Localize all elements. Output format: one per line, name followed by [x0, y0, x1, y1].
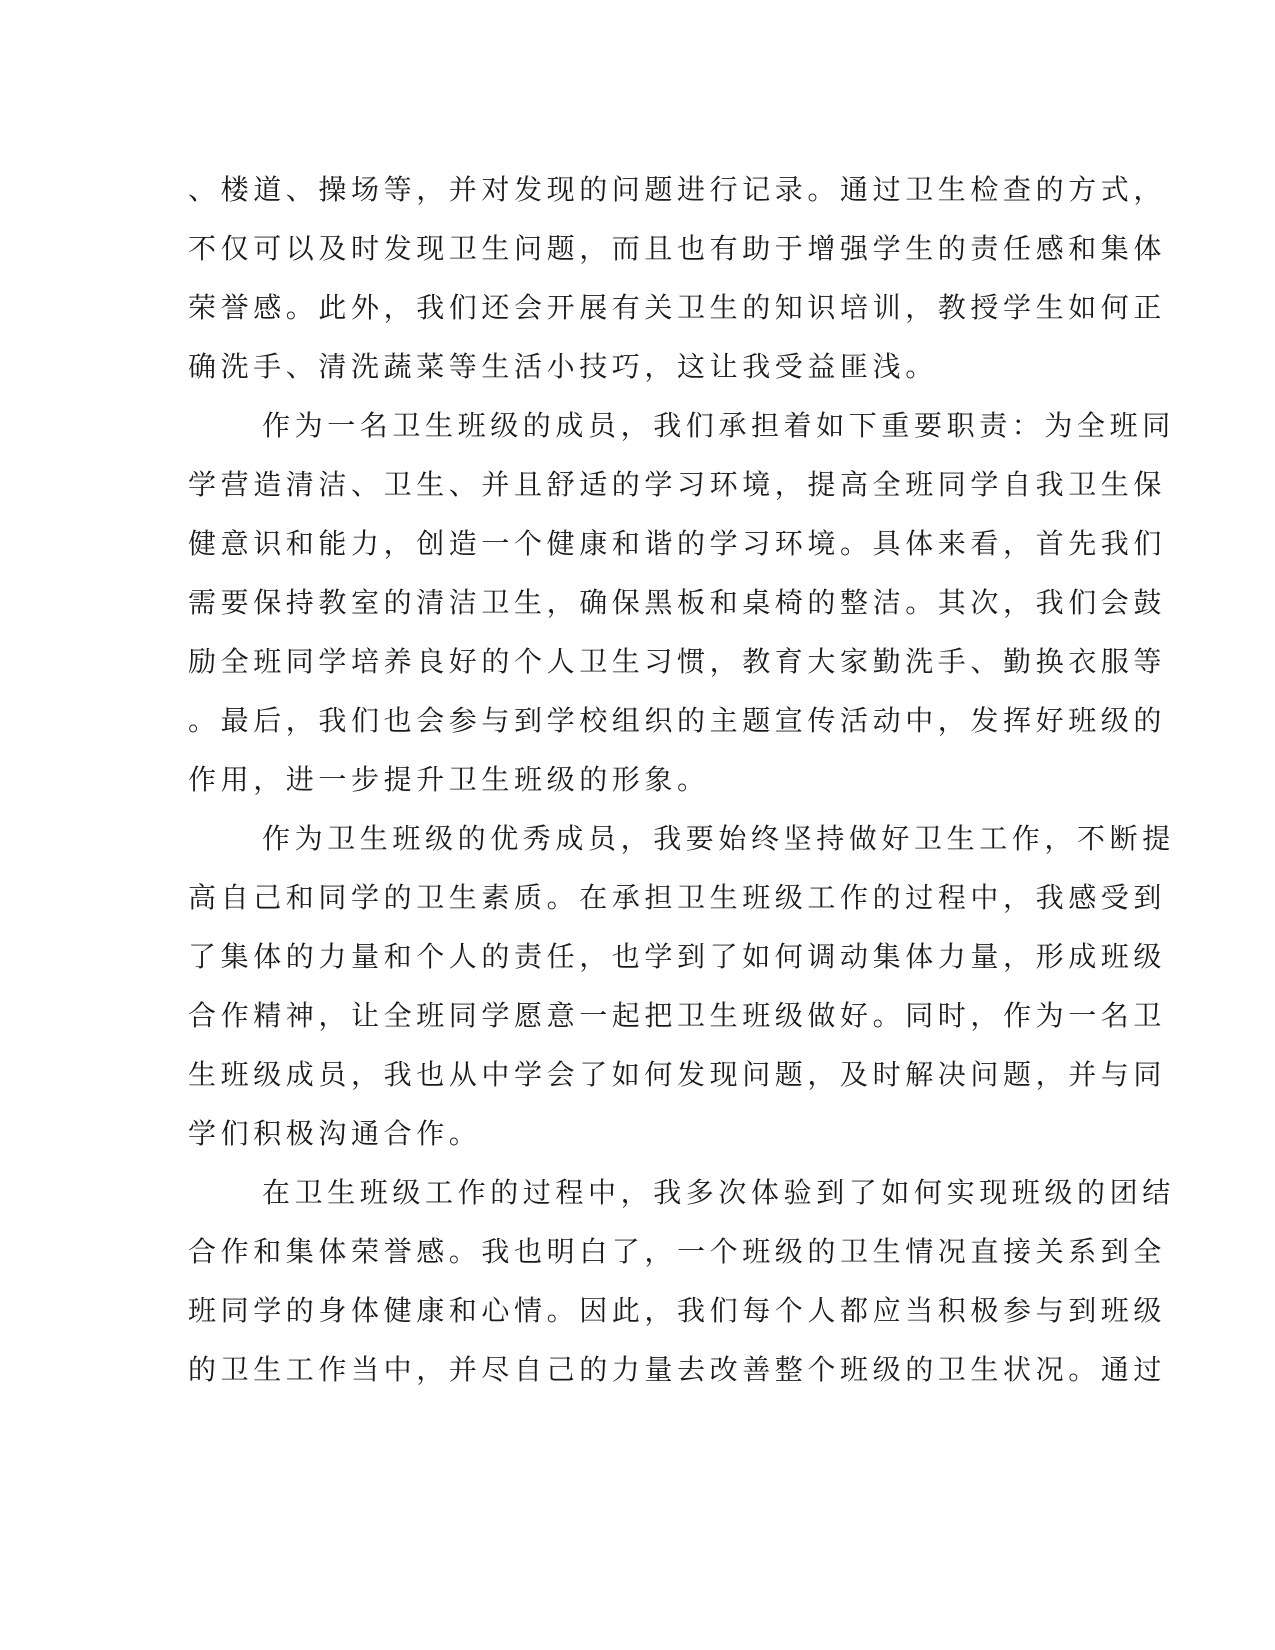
text-line: 健意识和能力，创造一个健康和谐的学习环境。具体来看，首先我们 — [188, 527, 1167, 560]
text-line: 班同学的身体健康和心情。因此，我们每个人都应当积极参与到班级 — [188, 1294, 1167, 1327]
text-line: 。最后，我们也会参与到学校组织的主题宣传活动中，发挥好班级的 — [188, 704, 1167, 737]
text-line: 作为卫生班级的优秀成员，我要始终坚持做好卫生工作，不断提 — [262, 822, 1175, 855]
text-line: 在卫生班级工作的过程中，我多次体验到了如何实现班级的团结 — [262, 1176, 1175, 1209]
text-line: 学们积极沟通合作。 — [188, 1117, 482, 1150]
text-line: 合作精神，让全班同学愿意一起把卫生班级做好。同时，作为一名卫 — [188, 999, 1167, 1032]
text-line: 确洗手、清洗蔬菜等生活小技巧，这让我受益匪浅。 — [188, 350, 938, 383]
text-line: 合作和集体荣誉感。我也明白了，一个班级的卫生情况直接关系到全 — [188, 1235, 1167, 1268]
text-line: 生班级成员，我也从中学会了如何发现问题，及时解决问题，并与同 — [188, 1058, 1167, 1091]
text-line: 、楼道、操场等，并对发现的问题进行记录。通过卫生检查的方式， — [188, 173, 1167, 206]
paragraph-3 — [188, 809, 1175, 1163]
paragraph-2 — [188, 396, 1175, 809]
text-line: 学营造清洁、卫生、并且舒适的学习环境，提高全班同学自我卫生保 — [188, 468, 1167, 501]
text-line: 高自己和同学的卫生素质。在承担卫生班级工作的过程中，我感受到 — [188, 881, 1167, 914]
text-line: 需要保持教室的清洁卫生，确保黑板和桌椅的整洁。其次，我们会鼓 — [188, 586, 1167, 619]
text-line: 作为一名卫生班级的成员，我们承担着如下重要职责：为全班同 — [262, 409, 1175, 442]
text-line: 不仅可以及时发现卫生问题，而且也有助于增强学生的责任感和集体 — [188, 232, 1167, 265]
text-line: 的卫生工作当中，并尽自己的力量去改善整个班级的卫生状况。通过 — [188, 1353, 1167, 1386]
paragraph-4 — [188, 1163, 1175, 1399]
text-line: 了集体的力量和个人的责任，也学到了如何调动集体力量，形成班级 — [188, 940, 1167, 973]
body-text — [188, 160, 1175, 1399]
text-line: 荣誉感。此外，我们还会开展有关卫生的知识培训，教授学生如何正 — [188, 291, 1167, 324]
paragraph-1 — [188, 160, 1167, 396]
text-line: 励全班同学培养良好的个人卫生习惯，教育大家勤洗手、勤换衣服等 — [188, 645, 1167, 678]
text-line: 作用，进一步提升卫生班级的形象。 — [188, 763, 710, 796]
